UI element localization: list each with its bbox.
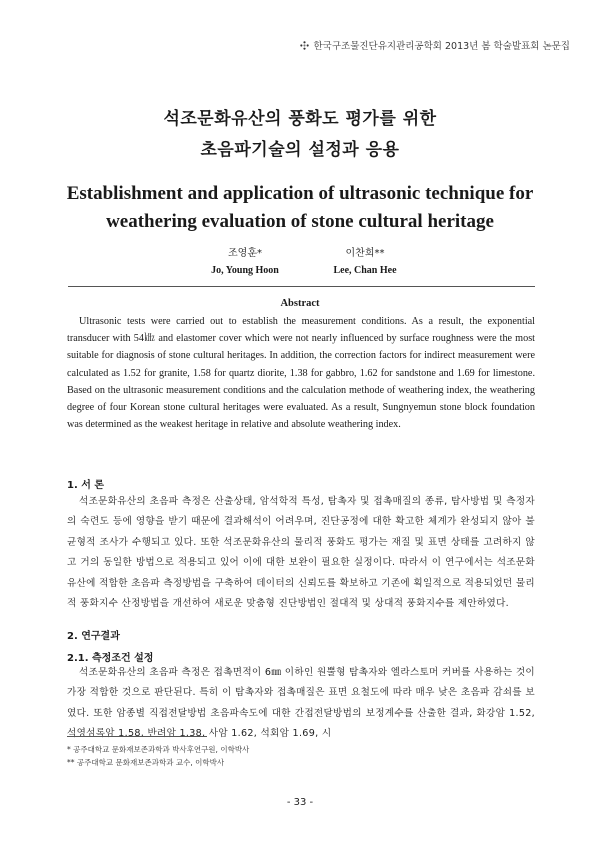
footnote-1: * 공주대학교 문화재보존과학과 박사후연구원, 이학박사: [67, 745, 250, 754]
author-1: [175, 245, 315, 279]
abstract-text: Ultrasonic tests were carried out to establish the measurement conditions. As a result, the exponential transducer with 54㎑ and elastomer cover which were not nearly influenced by surface roughness were the most suitable for diagnosis of stone cultural heritages. In addition, the correction factors for indirect measurement were calculated as 1.52 for granite, 1.58 for quartz diorite, 1.38 for gabbro, 1.62 for sandstone and 1.69 for limestone. Based on the ultrasonic measurement conditions and the calculation methode of weathering index, the weathering degree of four Korean stone cultural heritages were evaluated. As a result, Sungnyemun stone block foundation was determined as the weakest heritage in relative and absolute weathering index.: [67, 316, 535, 431]
section-intro-heading: 1. 서 론: [67, 480, 105, 491]
running-header: [300, 38, 570, 52]
author-2: [295, 245, 435, 279]
footnote-divider: [67, 736, 207, 737]
english-title: [40, 180, 560, 236]
section-results-heading: 2. 연구결과: [67, 631, 120, 642]
korean-title-line1: 석조문화유산의 풍화도 평가를 위한: [163, 109, 437, 129]
subsection-text: 석조문화유산의 초음파 측정은 접촉면적이 6㎜ 이하인 원뿔형 탐촉자와 엘라스토머 커버를 사용하는 것이 가장 적합한 것으로 판단된다. 특히 이 탐촉자와 접촉매질은 표면 요철도에 따라 매우 낮은 초음파 감쇠를 보였다. 또한 암종별 직접전달방법 초음파속도에 대한 간접전달방법의 보정계수를 산출한 결과, 화강암 1.52, 석영섬록암 1.58, 반려암 1.38, 사암 1.62, 석회암 1.69, 시: [67, 667, 535, 740]
section-intro-text: 석조문화유산의 초음파 측정은 산출상태, 암석학적 특성, 탐촉자 및 접촉매질의 종류, 탐사방법 및 측정자의 숙련도 등에 영향을 받기 때문에 결과해석이 어려우며, 진단공정에 대한 확고한 체계가 완성되지 않아 불균형적 조사가 수행되고 있다. 또한 석조문화유산의 물리적 풍화도 평가는 재질 및 표면 상태를 고려하지 않고 거의 동일한 방법으로 적용되고 있어 이에 대한 보완이 필요한 실정이다. 따라서 이 연구에서는 석조문화유산에 적합한 초음파 측정방법을 구축하여 데이터의 신뢰도를 확보하고 기존에 획일적으로 적용되었던 물리적 풍화지수 산정방법을 개선하여 새로운 맞춤형 진단방법인 절대적 및 상대적 풍화지수를 제안하였다.: [67, 496, 535, 610]
title-divider: [68, 286, 535, 287]
footnote-2: ** 공주대학교 문화재보존과학과 교수, 이학박사: [67, 758, 225, 767]
korean-title: [0, 104, 600, 166]
header-text: 한국구조물진단유지관리공학회 2013년 봄 학술발표회 논문집: [313, 41, 570, 52]
author-2-name-en: Lee, Chan Hee: [333, 265, 397, 276]
author-1-name-kr: 조영훈*: [228, 248, 262, 259]
author-2-name-kr: 이찬희**: [345, 248, 385, 259]
abstract-heading: Abstract: [280, 298, 320, 309]
english-title-line2: weathering evaluation of stone cultural heritage: [106, 211, 494, 232]
diamond-dots-logo-icon: [300, 41, 309, 50]
page-number: - 33 -: [286, 797, 314, 808]
korean-title-line2: 초음파기술의 설정과 응용: [200, 140, 400, 160]
author-1-name-en: Jo, Young Hoon: [211, 265, 279, 276]
subsection-heading: 2.1. 측정조건 설정: [67, 653, 154, 664]
footnotes: [67, 743, 249, 769]
english-title-line1: Establishment and application of ultrasonic technique for: [66, 183, 534, 204]
